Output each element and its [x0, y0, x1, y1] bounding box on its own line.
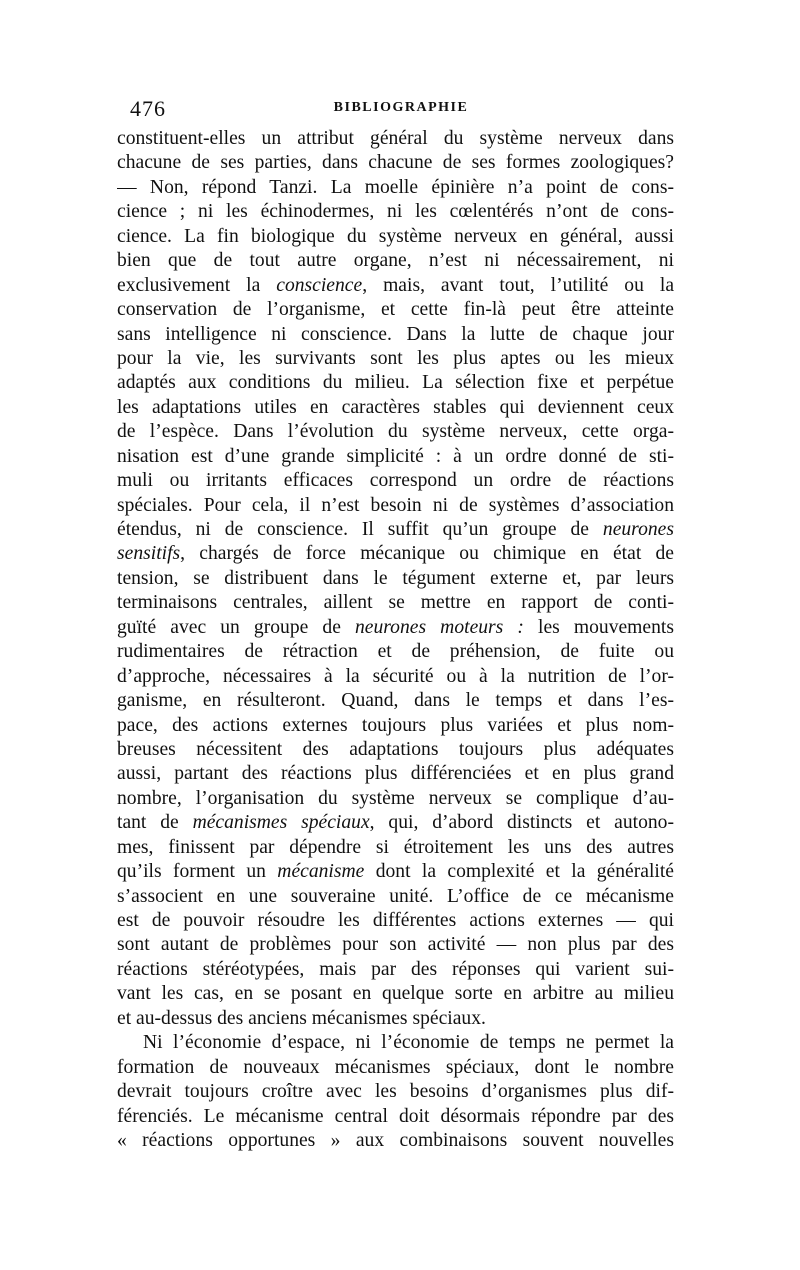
- text-line: — Non, répond Tanzi. La moelle épinière n’a point de cons-: [117, 176, 674, 198]
- text-line: [117, 542, 674, 566]
- text-line: « réactions opportunes » aux combinaisons souvent nouvelles: [117, 1129, 674, 1151]
- text-run: , chargés de force mécanique ou chimique en état de: [180, 543, 674, 565]
- text-line: cience ; ni les échinodermes, ni les cœlentérés n’ont de cons-: [117, 201, 674, 223]
- italic-term: conscience: [276, 274, 363, 296]
- text-line: conservation de l’organisme, et cette fin-là peut être atteinte: [117, 299, 674, 321]
- text-line: breuses nécessitent des adaptations toujours plus adéquates: [117, 738, 674, 760]
- text-line: devrait toujours croître avec les besoins d’organismes plus dif-: [117, 1081, 674, 1103]
- text-line: vant les cas, en se posant en quelque sorte en arbitre au milieu: [117, 983, 674, 1005]
- page-number: 476: [130, 96, 166, 121]
- running-head: [130, 96, 672, 126]
- text-line: spéciales. Pour cela, il n’est besoin ni de systèmes d’association: [117, 494, 674, 516]
- text-line: tension, se distribuent dans le tégument externe et, par leurs: [117, 567, 674, 589]
- text-line: est de pouvoir résoudre les différentes actions externes — qui: [117, 910, 674, 931]
- text-line: cience. La fin biologique du système nerveux en général, aussi: [117, 225, 674, 247]
- text-line: constituent-elles un attribut général du système nerveux dans: [117, 128, 674, 149]
- text-line: [117, 274, 674, 298]
- text-line: formation de nouveaux mécanismes spéciaux, dont le nombre: [117, 1056, 674, 1078]
- text-line: pour la vie, les survivants sont les plus aptes ou les mieux: [117, 347, 674, 369]
- text-line: Ni l’économie d’espace, ni l’économie de temps ne permet la: [143, 1032, 674, 1054]
- text-run: dont la complexité et la généralité: [364, 861, 674, 883]
- text-run: , qui, d’abord distincts et autono-: [369, 812, 674, 834]
- text-run: qu’ils forment un: [117, 861, 278, 883]
- text-line: [117, 811, 674, 835]
- text-line: s’associent en une souveraine unité. L’office de ce mécanisme: [117, 885, 674, 907]
- running-head-title: BIBLIOGRAPHIE: [333, 100, 469, 115]
- text-run: , mais, avant tout, l’utilité ou la: [362, 274, 674, 296]
- text-line: de l’espèce. Dans l’évolution du système nerveux, cette orga-: [117, 421, 674, 443]
- text-run: exclusivement la: [117, 274, 277, 296]
- italic-term: neurones: [602, 519, 674, 540]
- text-line: [117, 860, 674, 884]
- text-line: nombre, l’organisation du système nerveux se complique d’au-: [117, 787, 674, 809]
- text-line: muli ou irritants efficaces correspond un ordre de réactions: [117, 470, 674, 492]
- text-line: férenciés. Le mécanisme central doit désormais répondre par des: [117, 1105, 674, 1127]
- text-run: les mouvements: [523, 616, 674, 638]
- text-line: sont autant de problèmes pour son activité — non plus par des: [117, 934, 674, 956]
- text-run: guïté avec un groupe de: [117, 616, 355, 638]
- text-line: [117, 616, 674, 640]
- italic-term: mécanismes spéciaux: [192, 812, 370, 834]
- text-run: tant de: [117, 812, 193, 834]
- text-line: chacune de ses parties, dans chacune de ses formes zoologiques?: [117, 152, 674, 174]
- italic-term: neurones moteurs :: [354, 616, 524, 638]
- text-run: étendus, ni de conscience. Il suffit qu’un groupe de: [117, 519, 603, 540]
- text-line: aussi, partant des réactions plus différenciées et en plus grand: [117, 763, 674, 785]
- text-line: d’approche, nécessaires à la sécurité ou à la nutrition de l’or-: [117, 665, 674, 687]
- text-line: terminaisons centrales, aillent se mettre en rapport de conti-: [117, 592, 674, 614]
- text-line: adaptés aux conditions du milieu. La sélection fixe et perpétue: [117, 372, 674, 394]
- text-line: sans intelligence ni conscience. Dans la lutte de chaque jour: [117, 323, 674, 345]
- text-line: et au-dessus des anciens mécanismes spéciaux.: [117, 1007, 486, 1029]
- text-line: mes, finissent par dépendre si étroitement les uns des autres: [117, 836, 674, 858]
- italic-term: mécanisme: [277, 861, 365, 883]
- text-line: nisation est d’une grande simplicité : à un ordre donné de sti-: [117, 445, 674, 467]
- text-line: réactions stéréotypées, mais par des réponses qui varient sui-: [117, 958, 674, 980]
- text-line: [117, 518, 674, 542]
- body-text: [117, 127, 674, 1153]
- text-line: les adaptations utiles en caractères stables qui deviennent ceux: [117, 396, 674, 418]
- text-line: rudimentaires de rétraction et de préhension, de fuite ou: [117, 641, 674, 663]
- text-line: pace, des actions externes toujours plus variées et plus nom-: [117, 714, 674, 736]
- italic-term: sensitifs: [117, 543, 181, 565]
- text-line: bien que de tout autre organe, n’est ni nécessairement, ni: [117, 250, 674, 272]
- text-line: ganisme, en résulteront. Quand, dans le temps et dans l’es-: [117, 690, 674, 712]
